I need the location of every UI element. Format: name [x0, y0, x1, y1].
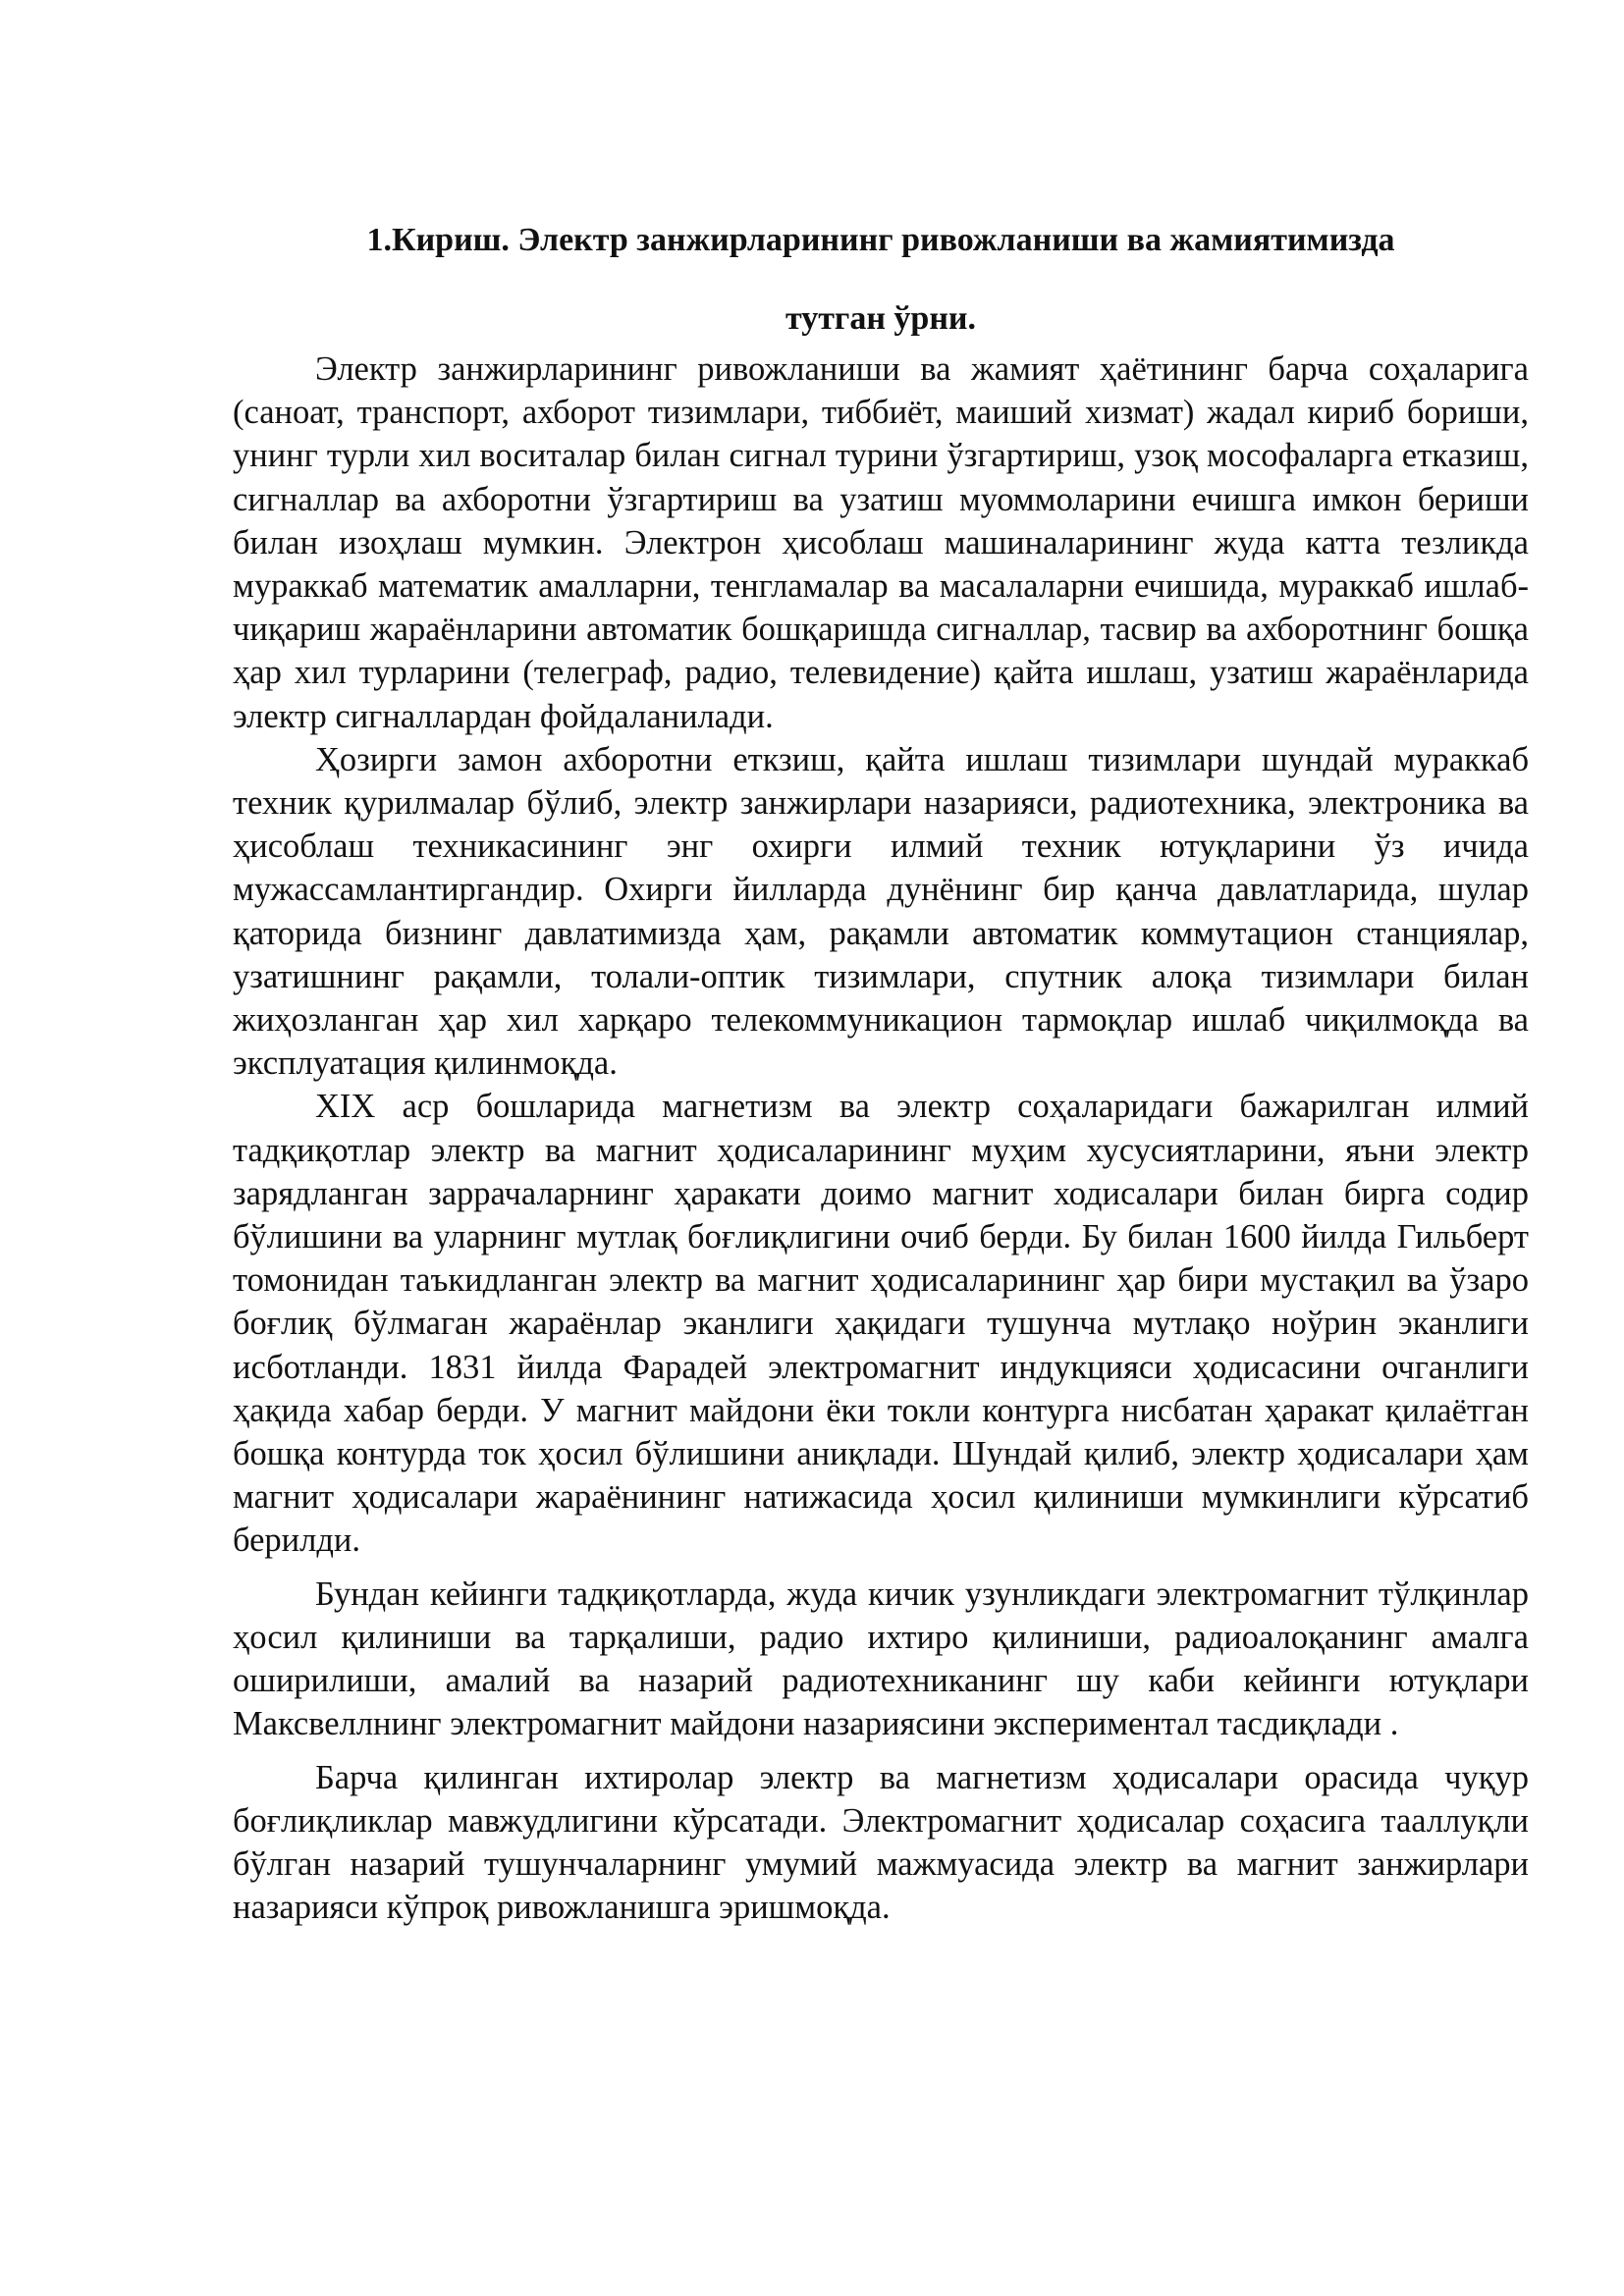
- document-title-line-2: тутган ўрни.: [785, 300, 977, 337]
- paragraph-4: Бундан кейинги тадқиқотларда, жуда кичик узунликдаги электромагнит тўлқинлар ҳосил қилиниши ва тарқалиши, радио ихтиро қилиниши, радиоалоқанинг амалга оширилиши, амалий ва назарий радиотехниканинг шу каби кейинги ютуқлари Максвеллнинг электромагнит майдони назариясини экспериментал тасдиқлади .: [233, 1575, 1529, 1743]
- document-body: [233, 347, 1529, 1929]
- paragraph-3: XIX аср бошларида магнетизм ва электр соҳаларидаги бажарилган илмий тадқиқотлар электр ва магнит ҳодисаларининг муҳим хусусиятларини, яъни электр зарядланган заррачаларнинг ҳаракати доимо магнит ходисалари билан бирга содир бўлишини ва уларнинг мутлақ боғлиқлигини очиб берди. Бу билан 1600 йилда Гильберт томонидан таъкидланган электр ва магнит ҳодисаларининг ҳар бири мустақил ва ўзаро боғлиқ бўлмаган жараёнлар эканлиги ҳақидаги тушунча мутлақо ноўрин эканлиги исботланди. 1831 йилда Фарадей электромагнит индукцияси ҳодисасини очганлиги ҳақида хабар берди. У магнит майдони ёки токли контурга нисбатан ҳаракат қилаётган бошқа контурда ток ҳосил бўлишини аниқлади. Шундай қилиб, электр ҳодисалари ҳам магнит ҳодисалари жараёнининг натижасида ҳосил қилиниши мумкинлиги кўрсатиб берилди.: [233, 1088, 1529, 1560]
- paragraph-5: Барча қилинган ихтиролар электр ва магнетизм ҳодисалари орасида чуқур боғлиқликлар мавжудлигини кўрсатади. Электромагнит ҳодисалар соҳасига тааллуқли бўлган назарий тушунчаларнинг умумий мажмуасида электр ва магнит занжирлари назарияси кўпроқ ривожланишга эришмоқда.: [233, 1758, 1529, 1927]
- document-title-line-1: 1.Кириш. Электр занжирларининг ривожланиши ва жамиятимизда: [366, 222, 1395, 258]
- paragraph-2: Ҳозирги замон ахборотни еткзиш, қайта ишлаш тизимлари шундай мураккаб техник қурилмалар бўлиб, электр занжирлари назарияси, радиотехника, электроника ва ҳисоблаш техникасининг энг охирги илмий техник ютуқларини ўз ичида мужассамлантиргандир. Охирги йилларда дунёнинг бир қанча давлатларида, шулар қаторида бизнинг давлатимизда ҳам, рақамли автоматик коммутацион станциялар, узатишнинг рақамли, толали-оптик тизимлари, спутник алоқа тизимлари билан жиҳозланган ҳар хил харқаро телекоммуникацион тармоқлар ишлаб чиқилмоқда ва эксплуатация қилинмоқда.: [233, 740, 1529, 1083]
- paragraph-1: Электр занжирларининг ривожланиши ва жамият ҳаётининг барча соҳаларига (саноат, транспорт, ахборот тизимлари, тиббиёт, маиший хизмат) жадал кириб бориши, унинг турли хил воситалар билан сигнал турини ўзгартириш, узоқ мософаларга етказиш, сигналлар ва ахборотни ўзгартириш ва узатиш муоммоларини ечишга имкон бериши билан изоҳлаш мумкин. Электрон ҳисоблаш машиналарининг жуда катта тезликда мураккаб математик амалларни, тенгламалар ва масалаларни ечишида, мураккаб ишлаб-чиқариш жараёнларини автоматик бошқаришда сигналлар, тасвир ва ахборотнинг бошқа ҳар хил турларини (телеграф, радио, телевидение) қайта ишлаш, узатиш жараёнларида электр сигналлардан фойдаланилади.: [233, 350, 1529, 735]
